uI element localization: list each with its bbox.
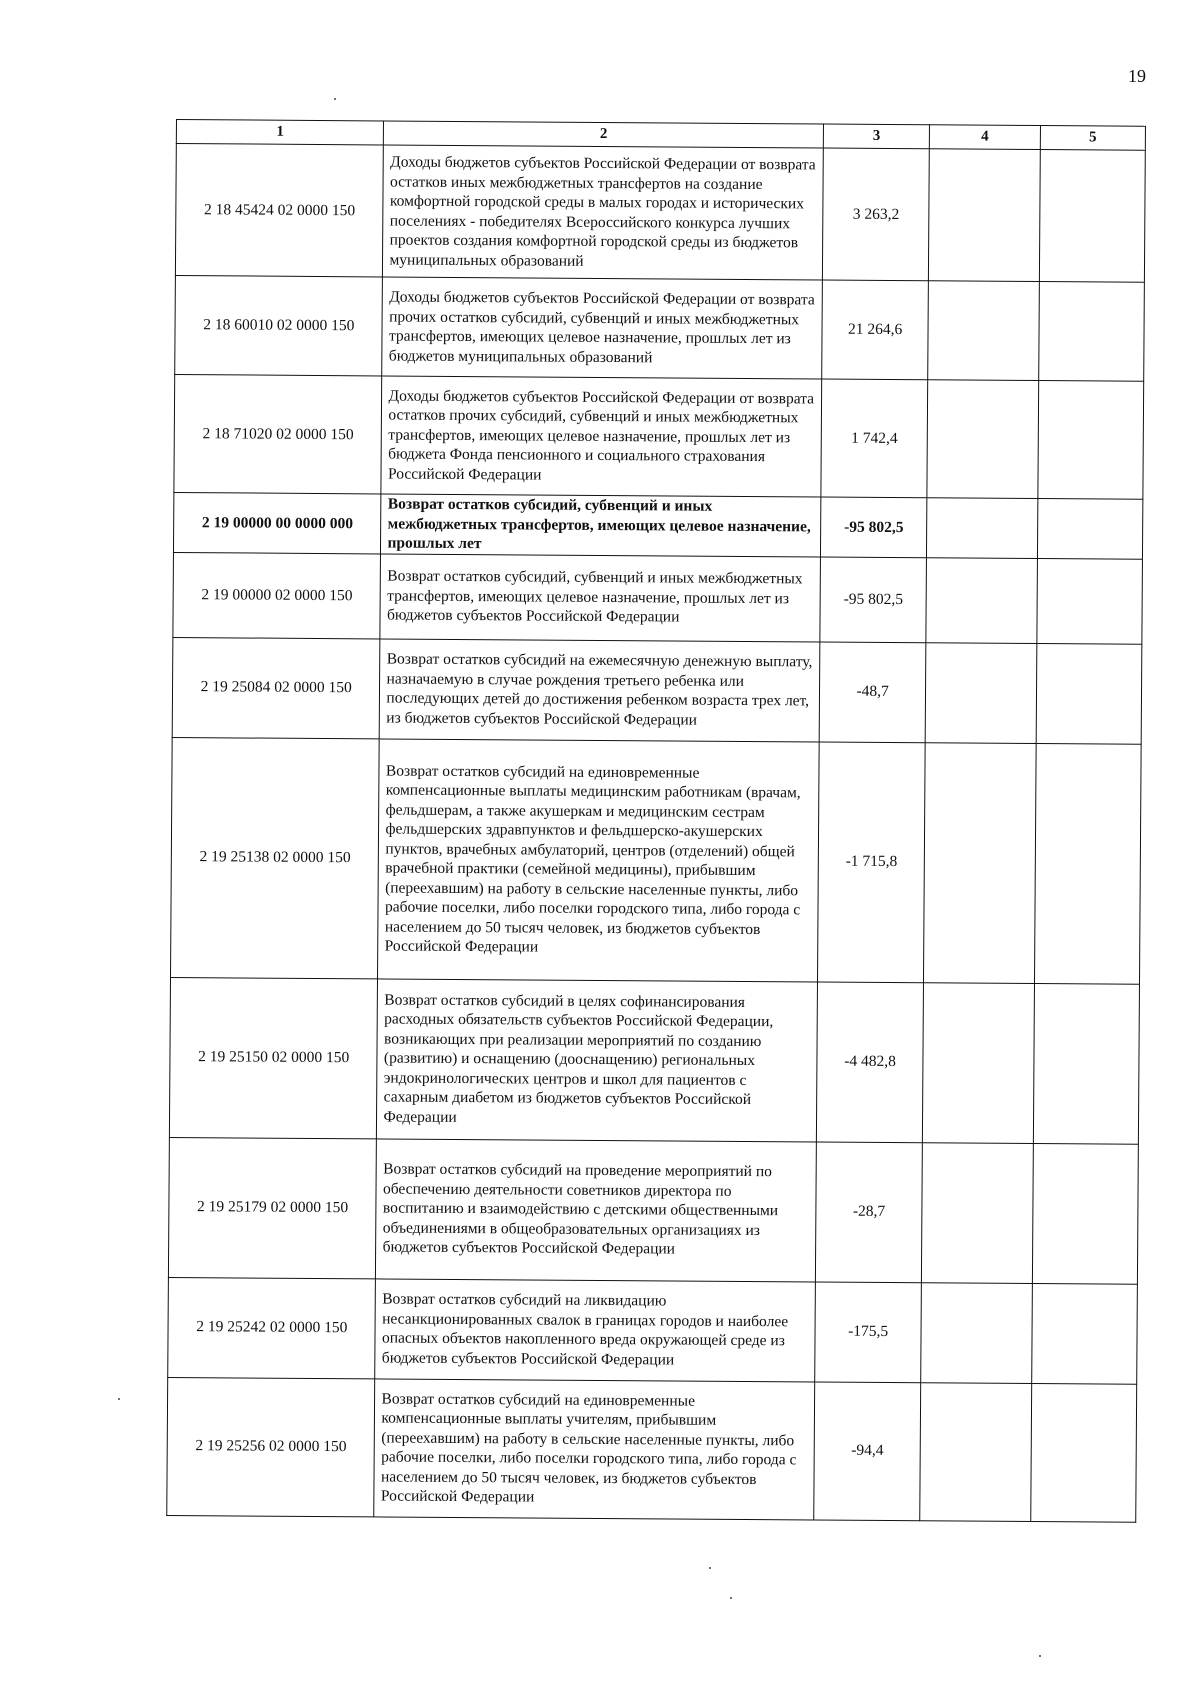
scan-speck	[730, 1597, 732, 1599]
col4-cell	[929, 149, 1040, 282]
col5-cell	[1037, 558, 1143, 644]
value-cell: 3 263,2	[822, 148, 929, 281]
table-row	[175, 275, 1145, 381]
col4-cell	[927, 380, 1038, 499]
value-cell: -48,7	[819, 642, 926, 743]
code-cell: 2 19 25084 02 0000 150	[172, 637, 380, 738]
table-row	[168, 1137, 1138, 1284]
col4-cell	[928, 281, 1039, 381]
header-col-4: 4	[930, 125, 1041, 150]
value-cell: -4 482,8	[816, 981, 923, 1142]
name-cell: Возврат остатков субсидий на проведение мероприятий по обеспечению деятельности советников директора по воспитанию и взаимодействию с детскими общественными объединениями в общеобразовательных организациях из бюджетов субъектов Российской Федерации	[376, 1138, 816, 1281]
code-cell: 2 18 45424 02 0000 150	[175, 144, 383, 277]
col5-cell	[1038, 381, 1144, 500]
col5-cell	[1038, 282, 1144, 382]
name-cell: Возврат остатков субсидий на единовременные компенсационные выплаты учителям, прибывшим (переехавшим) на работу в сельские населенные пункты, либо рабочие поселки, либо поселки городского типа, либо города с населением до 50 тысяч человек, из бюджетов субъектов Российской Федерации	[374, 1378, 814, 1519]
table-row	[168, 1277, 1138, 1384]
col5-cell	[1037, 499, 1143, 559]
name-cell: Возврат остатков субсидий в целях софинансирования расходных обязательств субъектов Российской Федерации, возникающих при реализации мероприятий по созданию (развитию) и оснащению (дооснащению) региональных эндокринологических центров и школ для пациентов с сахарным диабетом из бюджетов субъектов Российской Федерации	[377, 978, 818, 1141]
name-cell: Возврат остатков субсидий, субвенций и иных межбюджетных трансфертов, имеющих целевое назначение, прошлых лет из бюджетов субъектов Российской Федерации	[380, 553, 820, 641]
scan-speck	[709, 1567, 711, 1569]
table-row	[172, 637, 1142, 744]
budget-table	[166, 119, 1146, 1522]
code-cell: 2 19 25138 02 0000 150	[171, 737, 380, 978]
scan-speck	[118, 1398, 120, 1400]
value-cell: -95 802,5	[820, 497, 927, 557]
name-cell: Возврат остатков субсидий на ликвидацию несанкционированных свалок в границах городов и наиболее опасных объектов накопленного вреда окружающей среде из бюджетов субъектов Российской Федерации	[375, 1278, 815, 1381]
value-cell: 1 742,4	[821, 379, 928, 498]
col5-cell	[1030, 1383, 1136, 1522]
table-row	[175, 144, 1145, 283]
value-cell: -94,4	[814, 1381, 921, 1520]
value-cell: -28,7	[815, 1141, 922, 1282]
col5-cell	[1039, 150, 1145, 283]
col4-cell	[923, 982, 1035, 1143]
scan-speck	[1039, 1655, 1041, 1657]
value-cell: -175,5	[815, 1281, 922, 1382]
col5-cell	[1031, 1283, 1137, 1384]
name-cell: Доходы бюджетов субъектов Российской Федерации от возврата прочих остатков субсидий, субвенций и иных межбюджетных трансфертов, имеющих целевое назначение, прошлых лет из бюджетов муниципальных образований	[382, 277, 822, 379]
table-row	[174, 374, 1144, 499]
table-row	[167, 1377, 1137, 1522]
table-row	[171, 737, 1142, 984]
col4-cell	[922, 1142, 1033, 1283]
code-cell: 2 18 60010 02 0000 150	[175, 275, 383, 375]
code-cell: 2 19 00000 02 0000 150	[173, 552, 381, 638]
header-col-2: 2	[384, 121, 824, 148]
table-row	[169, 977, 1139, 1144]
col4-cell	[926, 557, 1037, 643]
code-cell: 2 19 25150 02 0000 150	[169, 977, 378, 1138]
col4-cell	[927, 498, 1038, 558]
name-cell: Возврат остатков субсидий на единовременные компенсационные выплаты медицинским работникам (врачам, фельдшерам, а также акушеркам и медицинским сестрам фельдшерских здравпунктов и фельдшерско-акушерских пунктов, врачебных амбулаторий, центров (отделений) общей врачебной практики (семейной медицины), прибывшим (переехавшим) на работу в сельские населенные пункты, либо рабочие поселки, либо поселки городского типа, либо города с населением до 50 тысяч человек, из бюджетов субъектов Российской Федерации	[378, 738, 819, 981]
header-col-5: 5	[1040, 126, 1145, 151]
name-cell: Возврат остатков субсидий, субвенций и иных межбюджетных трансфертов, имеющих целевое назначение, прошлых лет	[381, 494, 821, 557]
header-col-1: 1	[176, 120, 384, 145]
table-body	[167, 144, 1146, 1522]
code-cell: 2 19 25179 02 0000 150	[168, 1137, 376, 1278]
col5-cell	[1033, 983, 1139, 1144]
header-col-3: 3	[823, 124, 929, 149]
name-cell: Доходы бюджетов субъектов Российской Федерации от возврата остатков прочих субсидий, субвенций и иных межбюджетных трансфертов, имеющих целевое назначение, прошлых лет из бюджета Фонда пенсионного и социального страхования Российской Федерации	[381, 376, 821, 497]
code-cell: 2 18 71020 02 0000 150	[174, 374, 382, 493]
col4-cell	[920, 1382, 1031, 1521]
code-cell: 2 19 25242 02 0000 150	[168, 1277, 376, 1378]
col5-cell	[1032, 1143, 1138, 1284]
code-cell: 2 19 25256 02 0000 150	[167, 1377, 375, 1516]
value-cell: -1 715,8	[817, 742, 925, 983]
page-number: 19	[1128, 66, 1146, 86]
col4-cell	[925, 642, 1036, 743]
col5-cell	[1036, 643, 1142, 744]
col5-cell	[1034, 743, 1141, 984]
name-cell: Возврат остатков субсидий на ежемесячную денежную выплату, назначаемую в случае рождения третьего ребенка или последующих детей до достижения ребенком возраста трех лет, из бюджетов субъектов Российской Федерации	[380, 638, 820, 741]
code-cell: 2 19 00000 00 0000 000	[173, 492, 381, 553]
table-row	[173, 492, 1142, 558]
value-cell: 21 264,6	[822, 280, 929, 380]
col4-cell	[924, 742, 1036, 983]
value-cell: -95 802,5	[820, 557, 927, 643]
scan-speck	[334, 98, 336, 100]
col4-cell	[921, 1282, 1032, 1383]
name-cell: Доходы бюджетов субъектов Российской Федерации от возврата остатков иных межбюджетных трансфертов на создание комфортной городской среды в малых городах и исторических поселениях - победителях Всероссийского конкурса лучших проектов создания комфортной городской среды из бюджетов муниципальных образований	[383, 145, 823, 280]
table-row	[173, 552, 1143, 644]
